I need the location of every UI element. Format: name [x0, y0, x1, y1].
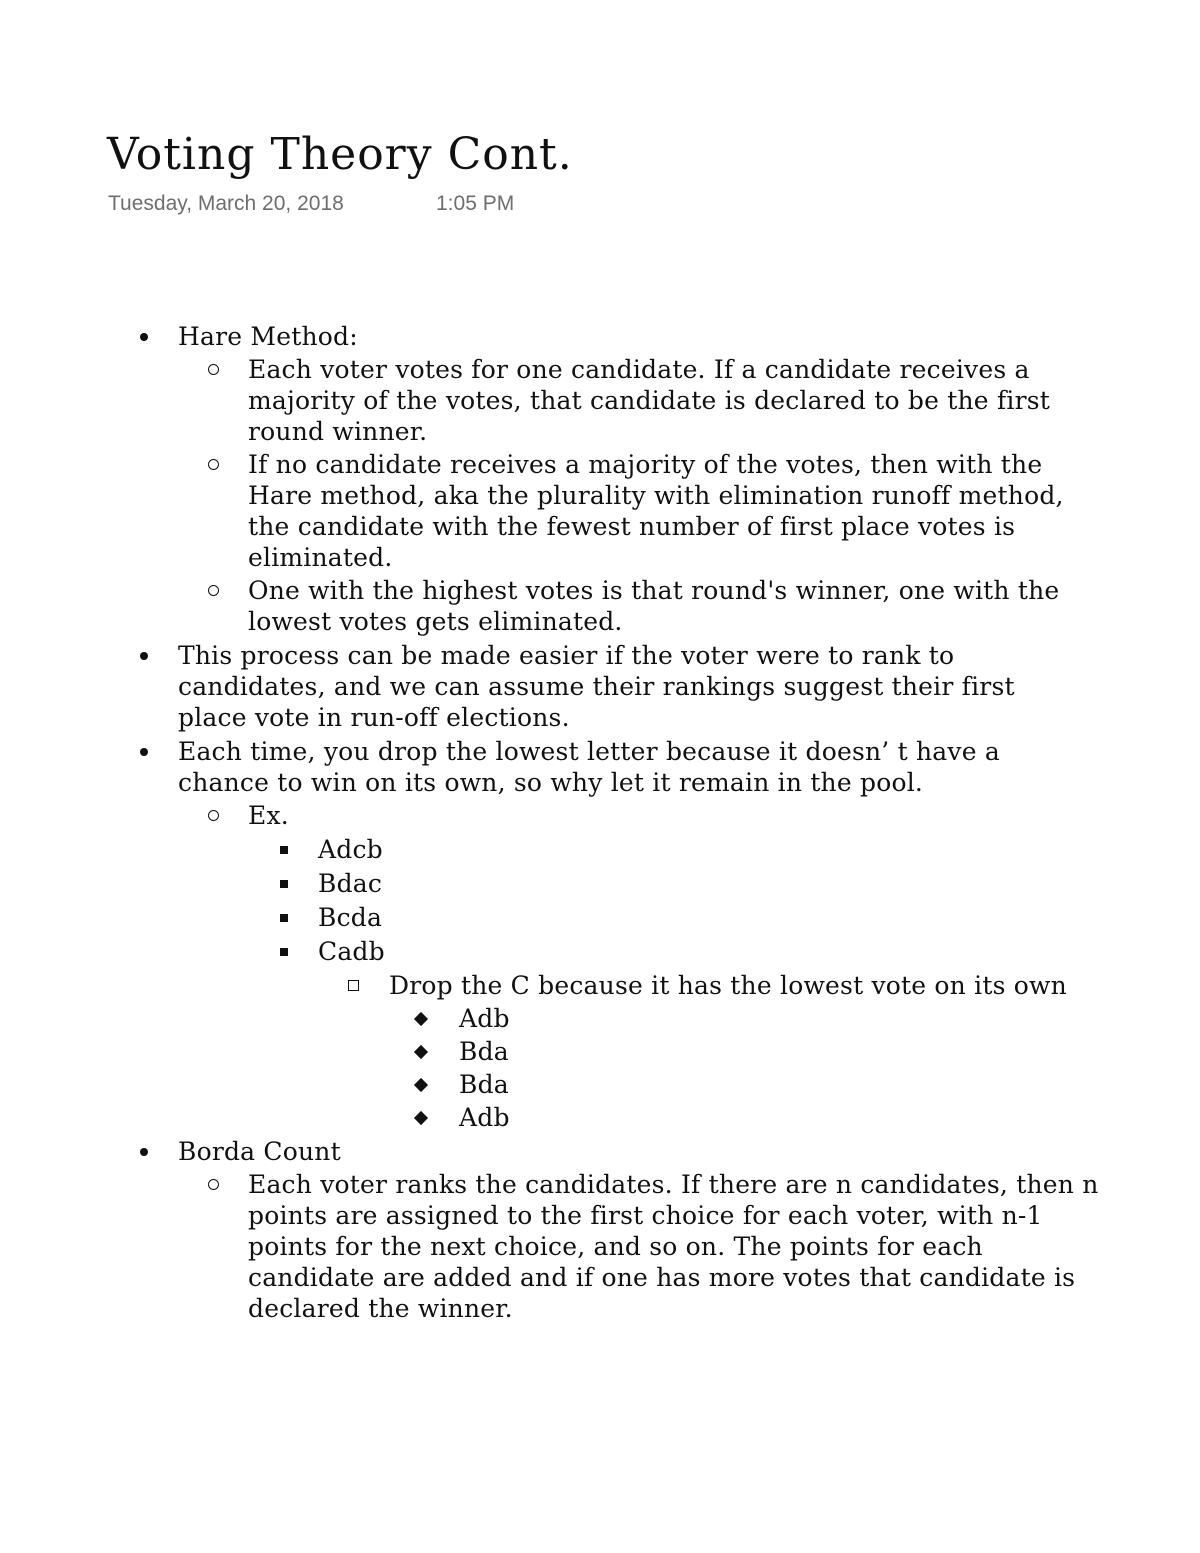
bullet-dot-icon [134, 736, 154, 767]
bullet-hollow-square-icon [343, 970, 363, 1001]
bullet-diamond-icon [411, 1102, 431, 1133]
bullet-dot-icon [134, 321, 154, 352]
ranking: Bdac [318, 869, 383, 898]
list-item [0, 354, 1100, 447]
process-note: This process can be made easier if the voter were to rank to candidates, and we can assume their rankings suggest their first place vote in run-off elections. [178, 641, 1015, 732]
bullet-diamond-icon [411, 1003, 431, 1034]
ranking: Bcda [318, 903, 383, 932]
list-item [0, 575, 1100, 637]
ranking-after-drop: Adb [459, 1103, 510, 1132]
bullet-circle-icon [203, 800, 223, 831]
hare-point: Each voter votes for one candidate. If a candidate receives a majority of the votes, that candidate is declared to be the first round winner. [248, 355, 1051, 446]
borda-heading: Borda Count [178, 1137, 341, 1166]
hare-heading: Hare Method: [178, 322, 358, 351]
list-item [0, 1036, 1059, 1067]
ranking: Cadb [318, 937, 385, 966]
list-item [0, 321, 1078, 352]
bullet-diamond-icon [411, 1069, 431, 1100]
list-item [0, 936, 1078, 967]
page-title: Voting Theory Cont. [107, 129, 573, 180]
bullet-square-icon [274, 902, 294, 933]
bullet-square-icon [274, 834, 294, 865]
ranking: Adcb [318, 835, 383, 864]
page-timestamp [108, 190, 515, 218]
bullet-circle-icon [203, 1169, 223, 1200]
bullet-dot-icon [134, 1136, 154, 1167]
list-item [0, 1136, 1078, 1167]
page-time: 1:05 PM [436, 192, 515, 215]
drop-note: Drop the C because it has the lowest vote on its own [389, 971, 1067, 1000]
list-item [0, 1169, 1100, 1324]
bullet-dot-icon [134, 640, 154, 671]
list-item [0, 1102, 1059, 1133]
list-item [0, 736, 1078, 798]
list-item [0, 1003, 1059, 1034]
list-item [0, 868, 1078, 899]
bullet-circle-icon [203, 575, 223, 606]
list-item [0, 800, 1100, 831]
hare-point: One with the highest votes is that round's winner, one with the lowest votes gets eliminated. [248, 576, 1060, 636]
bullet-diamond-icon [411, 1036, 431, 1067]
hare-point: If no candidate receives a majority of the votes, then with the Hare method, aka the plurality with elimination runoff method, the candidate with the fewest number of first place votes is eliminated. [248, 450, 1064, 572]
borda-point: Each voter ranks the candidates. If there are n candidates, then n points are assigned to the first choice for each voter, with n-1 points for the next choice, and so on. The points for each candidate are added and if one has more votes that candidate is declared the winner. [248, 1170, 1099, 1323]
bullet-square-icon [274, 868, 294, 899]
list-item [0, 902, 1078, 933]
ranking-after-drop: Bda [459, 1037, 509, 1066]
each-time-note: Each time, you drop the lowest letter because it doesn’ t have a chance to win on its own, so why let it remain in the pool. [178, 737, 1000, 797]
list-item [0, 834, 1078, 865]
list-item [0, 1069, 1059, 1100]
list-item [0, 449, 1100, 573]
list-item [0, 640, 1078, 733]
bullet-circle-icon [203, 354, 223, 385]
list-item [0, 970, 1089, 1001]
ranking-after-drop: Adb [459, 1004, 510, 1033]
page-date: Tuesday, March 20, 2018 [108, 192, 344, 215]
ranking-after-drop: Bda [459, 1070, 509, 1099]
note-body [0, 318, 1200, 1324]
bullet-circle-icon [203, 449, 223, 480]
example-label: Ex. [248, 801, 289, 830]
bullet-square-icon [274, 936, 294, 967]
